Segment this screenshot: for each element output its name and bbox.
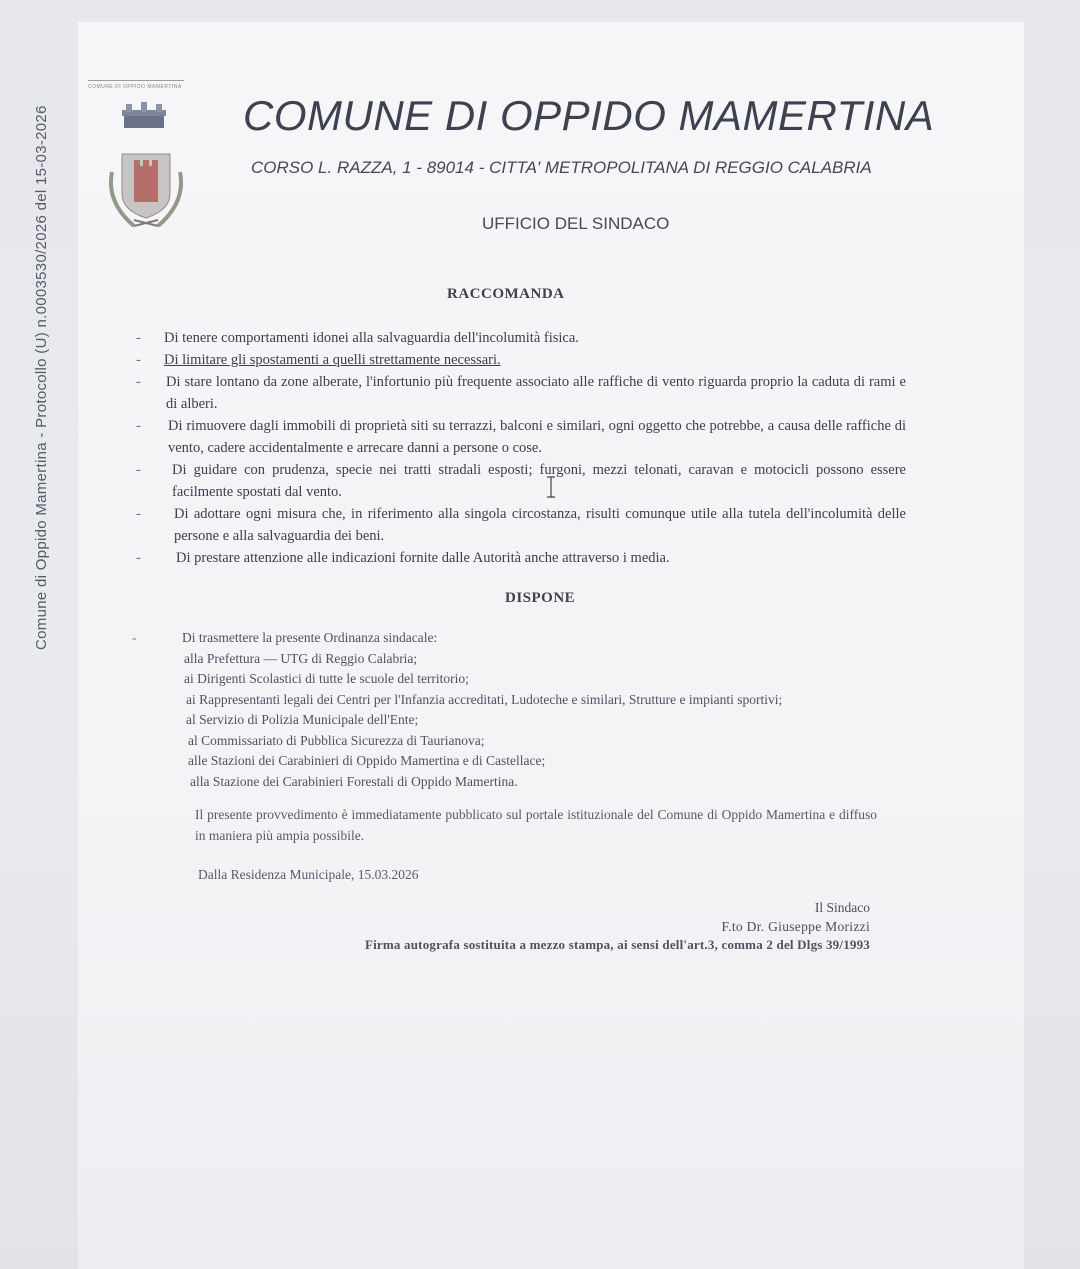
document-title: COMUNE DI OPPIDO MAMERTINA xyxy=(243,92,935,139)
list-item-text: Di stare lontano da zone alberate, l'infortunio più frequente associato alle raffiche di vento riguarda proprio la caduta di rami e di alberi. xyxy=(166,374,906,412)
raccomanda-heading: RACCOMANDA xyxy=(447,286,565,302)
list-item xyxy=(136,415,906,459)
header-tiny-caption: COMUNE DI OPPIDO MAMERTINA xyxy=(88,84,182,90)
list-item: al Servizio di Polizia Municipale dell'Ente; xyxy=(186,712,419,727)
list-item-text: Di limitare gli spostamenti a quelli strettamente necessari. xyxy=(164,352,501,368)
dispone-heading: DISPONE xyxy=(505,590,576,606)
dispone-list xyxy=(158,628,898,792)
municipal-crest-icon xyxy=(104,102,188,232)
ordinance-lead: - Di trasmettere la presente Ordinanza sindacale: xyxy=(158,628,898,649)
signature-note: Firma autografa sostituita a mezzo stampa, ai sensi dell'art.3, comma 2 del Dlgs 39/1993 xyxy=(364,937,870,952)
mayor-title: Il Sindaco xyxy=(814,900,870,915)
list-item xyxy=(136,547,906,569)
list-item: ai Dirigenti Scolastici di tutte le scuole del territorio; xyxy=(184,671,469,686)
list-item xyxy=(136,459,906,503)
list-item-text: Di prestare attenzione alle indicazioni fornite dalle Autorità anche attraverso i media. xyxy=(176,550,670,566)
date-line: Dalla Residenza Municipale, 15.03.2026 xyxy=(198,867,419,882)
mayor-name: F.to Dr. Giuseppe Morizzi xyxy=(721,919,870,934)
publication-notice: Il presente provvedimento è immediatamente pubblicato sul portale istituzionale del Comune di Oppido Mamertina e diffuso in maniera più ampia possibile. xyxy=(195,807,877,843)
list-item: ai Rappresentanti legali dei Centri per l'Infanzia accreditati, Ludoteche e similari, Strutture e impianti sportivi; xyxy=(186,691,783,707)
municipality-address: CORSO L. RAZZA, 1 - 89014 - CITTA' METROPOLITANA DI REGGIO CALABRIA xyxy=(251,158,872,177)
raccomanda-list xyxy=(136,327,906,569)
protocol-stamp: Comune di Oppido Mamertina - Protocollo (U) n.0003530/2026 del 15-03-2026 xyxy=(33,105,50,650)
list-item xyxy=(136,371,906,415)
list-item xyxy=(136,349,906,371)
list-item-text: Di rimuovere dagli immobili di proprietà siti su terrazzi, balconi e similari, ogni oggetto che potrebbe, a causa delle raffiche di vento, cadere accidentalmente e arrecare danni a persone o cose. xyxy=(168,418,906,456)
list-item-text: Di adottare ogni misura che, in riferimento alla singola circostanza, risulti comunque utile alla tutela dell'incolumità delle persone e alla salvaguardia dei beni. xyxy=(174,506,906,544)
list-item: alle Stazioni dei Carabinieri di Oppido Mamertina e di Castellace; xyxy=(188,753,546,768)
list-item: alla Stazione dei Carabinieri Forestali di Oppido Mamertina. xyxy=(190,773,518,789)
list-item: alla Prefettura — UTG di Reggio Calabria; xyxy=(184,650,418,666)
list-item-text: Di tenere comportamenti idonei alla salvaguardia dell'incolumità fisica. xyxy=(164,330,579,346)
list-item xyxy=(136,327,906,349)
list-item xyxy=(136,503,906,547)
list-item: al Commissariato di Pubblica Sicurezza di Taurianova; xyxy=(188,732,485,748)
document-page xyxy=(78,22,1024,1269)
text-cursor-icon xyxy=(546,476,556,498)
header-rule xyxy=(88,80,184,81)
office-name: UFFICIO DEL SINDACO xyxy=(482,214,670,233)
list-item-text: Di guidare con prudenza, specie nei tratti stradali esposti; furgoni, mezzi telonati, caravan e motocicli possono essere facilmente spostati dal vento. xyxy=(172,462,906,500)
